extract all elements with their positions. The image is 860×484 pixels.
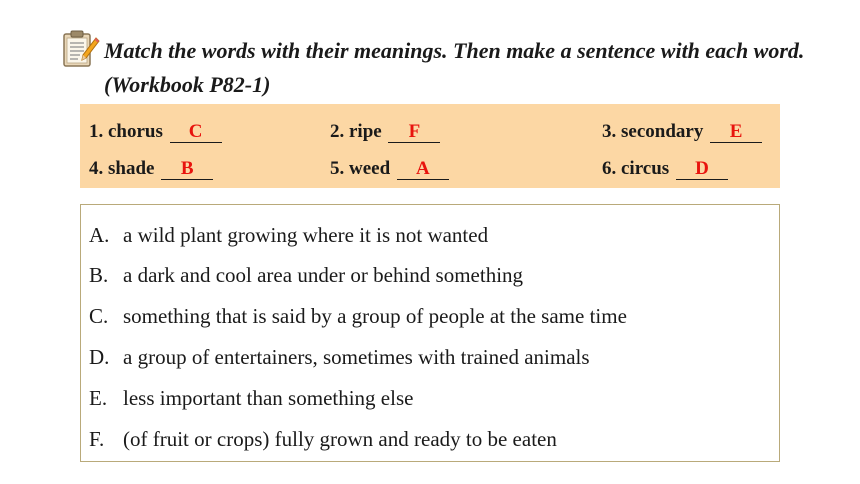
answer-word: 1. chorus: [89, 121, 163, 142]
answer-item: [89, 157, 213, 181]
answer-panel: [80, 104, 780, 188]
definition-text: less important than something else: [123, 386, 414, 410]
answer-word: 3. secondary: [602, 121, 704, 142]
answer-blank: A: [397, 159, 449, 180]
definition-item: [89, 426, 557, 452]
answer-word: 2. ripe: [330, 121, 382, 142]
definition-item: [89, 262, 523, 288]
answer-blank: C: [170, 122, 222, 143]
answer-item: [602, 157, 728, 181]
answer-word: 4. shade: [89, 158, 155, 179]
answer-blank: B: [161, 159, 213, 180]
definition-item: [89, 303, 627, 329]
definition-letter: B.: [89, 263, 109, 287]
answer-word: 6. circus: [602, 158, 670, 179]
instruction-text: Match the words with their meanings. Then make a sentence with each word. (Workbook P82-1): [104, 38, 805, 97]
definition-item: [89, 222, 488, 248]
definition-text: something that is said by a group of people at the same time: [123, 304, 627, 328]
definition-text: a group of entertainers, sometimes with trained animals: [123, 345, 590, 369]
answer-blank: E: [710, 122, 762, 143]
definition-letter: A.: [89, 223, 110, 247]
definition-text: a wild plant growing where it is not wanted: [123, 223, 489, 247]
definition-item: [89, 344, 590, 370]
definition-item: [89, 385, 413, 411]
answer-item: [330, 120, 440, 144]
clipboard-pencil-icon: [62, 28, 100, 70]
answer-item: [330, 157, 449, 181]
answer-item: [602, 120, 762, 144]
definition-text: a dark and cool area under or behind something: [123, 263, 524, 287]
definition-letter: C.: [89, 304, 109, 328]
definition-letter: F.: [89, 427, 105, 451]
definition-letter: D.: [89, 345, 110, 369]
answer-blank: D: [676, 159, 728, 180]
answer-word: 5. weed: [330, 158, 391, 179]
answer-blank: F: [388, 122, 440, 143]
definitions-box: [80, 204, 780, 462]
definition-text: (of fruit or crops) fully grown and ready to be eaten: [123, 427, 557, 451]
answer-item: [89, 120, 222, 144]
definition-letter: E.: [89, 386, 108, 410]
